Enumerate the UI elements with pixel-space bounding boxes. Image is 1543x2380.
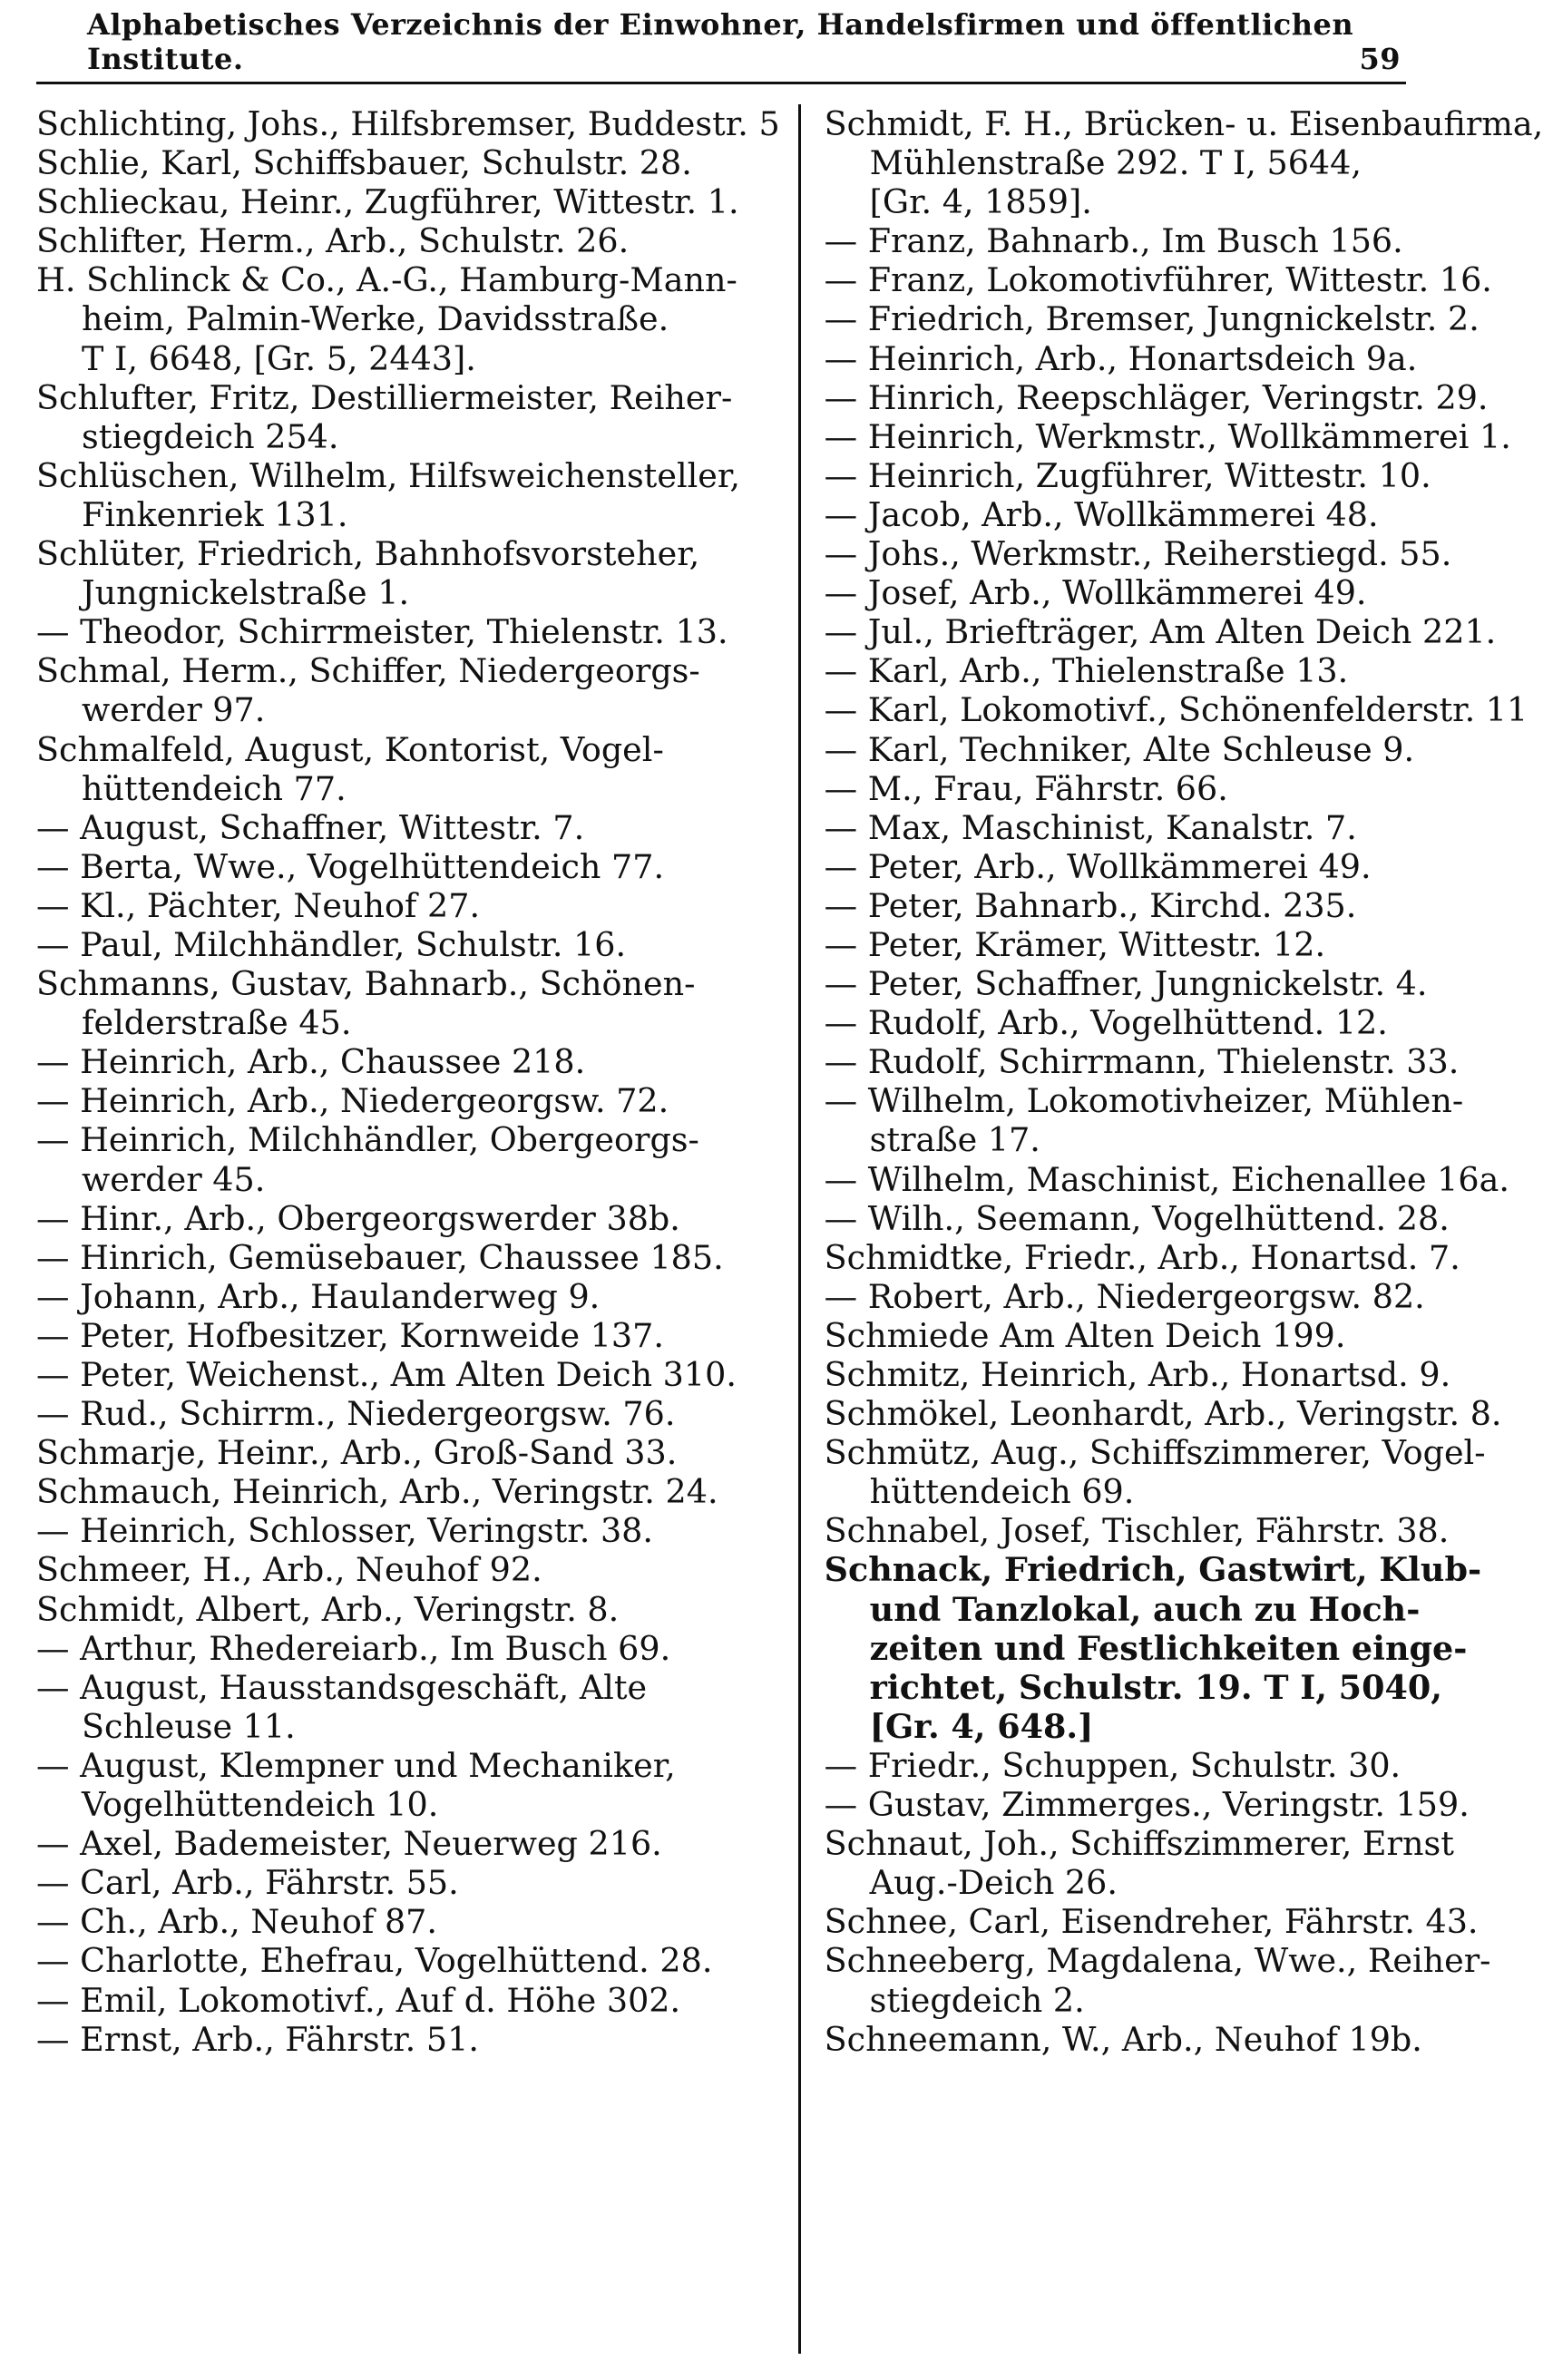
entry-line: — Karl, Lokomotivf., Schönenfelderstr. 11 [824,690,1528,730]
directory-entry [36,1316,780,1355]
directory-entry [825,1902,1543,1941]
entry-line: — Karl, Techniker, Alte Schleuse 9. [824,729,1415,769]
entry-line: [Gr. 4, 1859]. [869,182,1092,222]
entry-line: Schleuse 11. [82,1706,296,1746]
directory-entry [825,730,1543,769]
entry-line: Schmidt, F. H., Brücken- u. Eisenbaufirma, [824,104,1543,143]
entry-line: — Josef, Arb., Wollkämmerei 49. [824,573,1367,613]
entry-line: — Friedr., Schuppen, Schulstr. 30. [824,1745,1401,1785]
entry-line: — Paul, Milchhändler, Schulstr. 16. [36,924,627,964]
entry-line: Schlifter, Herm., Arb., Schulstr. 26. [36,221,630,261]
directory-entry [36,1863,780,1902]
entry-line: — Ernst, Arb., Fährstr. 51. [36,2019,479,2059]
directory-entry [36,2020,780,2059]
entry-line: — Robert, Arb., Niedergeorgsw. 82. [824,1276,1425,1316]
entry-line: stiegdeich 254. [82,416,339,456]
entry-line: — Johs., Werkmstr., Reiherstiegd. 55. [824,534,1452,574]
directory-entry [825,378,1543,417]
entry-line: — Peter, Hofbesitzer, Kornweide 137. [36,1315,664,1355]
directory-entry [36,104,780,143]
entry-line: werder 97. [82,690,266,730]
directory-entry [825,651,1543,690]
directory-entry [825,1355,1543,1394]
entry-line: Mühlenstraße 292. T I, 5644, [869,143,1362,183]
directory-entry [825,1550,1543,1745]
directory-entry [825,925,1543,964]
entry-line: Finkenriek 131. [82,494,348,534]
entry-line: Schlüschen, Wilhelm, Hilfsweichensteller, [36,455,740,495]
directory-entry [36,651,780,729]
entry-line: — Theodor, Schirrmeister, Thielenstr. 13. [36,612,728,652]
directory-entry [36,1511,780,1550]
entry-line: — Franz, Lokomotivführer, Wittestr. 16. [824,260,1492,300]
directory-entry [825,808,1543,847]
entry-line: — Heinrich, Werkmstr., Wollkämmerei 1. [824,416,1511,456]
entry-line: — Heinrich, Milchhändler, Obergeorgs- [36,1120,699,1160]
entry-line: — Berta, Wwe., Vogelhüttendeich 77. [36,846,665,886]
directory-entry [825,690,1543,729]
entry-line: — Peter, Weichenst., Am Alten Deich 310. [36,1355,737,1394]
directory-entry [825,299,1543,338]
entry-line: Schmal, Herm., Schiffer, Niedergeorgs- [36,651,700,691]
directory-entry [825,573,1543,612]
entry-line: — Johann, Arb., Haulanderweg 9. [36,1276,601,1316]
entry-line: — Carl, Arb., Fährstr. 55. [36,1863,459,1903]
directory-entry [825,2020,1543,2059]
directory-entry [36,1746,780,1824]
entry-line: — Friedrich, Bremser, Jungnickelstr. 2. [824,299,1480,339]
right-column [798,104,1543,2354]
entry-line: — Hinr., Arb., Obergeorgswerder 38b. [36,1198,680,1238]
directory-entry [825,1433,1543,1511]
entry-line: — Heinrich, Arb., Niedergeorgsw. 72. [36,1081,669,1121]
directory-entry [36,1629,780,1668]
directory-entry [36,221,780,260]
entry-line: — Wilh., Seemann, Vogelhüttend. 28. [824,1198,1450,1238]
directory-entry [36,182,780,221]
directory-entry [825,1824,1543,1902]
entry-line: — Kl., Pächter, Neuhof 27. [36,885,481,925]
entry-line: — Max, Maschinist, Kanalstr. 7. [824,807,1357,847]
directory-entry [825,1746,1543,1785]
entry-line: [Gr. 4, 648.] [869,1706,1094,1746]
directory-entry [825,1160,1543,1199]
entry-line: Schnack, Friedrich, Gastwirt, Klub- [824,1550,1482,1590]
directory-entry [36,1981,780,2020]
entry-line: — Heinrich, Arb., Chaussee 218. [36,1042,586,1082]
directory-entry [36,1902,780,1941]
directory-entry [36,1277,780,1316]
directory-entry [825,1042,1543,1081]
directory-entry [36,847,780,886]
directory-entry [36,534,780,612]
directory-entry [825,495,1543,534]
entry-line: — Arthur, Rhedereiarb., Im Busch 69. [36,1628,671,1668]
entry-line: — Heinrich, Arb., Honartsdeich 9a. [824,338,1418,378]
directory-entry [36,808,780,847]
entry-line: Schmitz, Heinrich, Arb., Honartsd. 9. [824,1355,1451,1394]
entry-line: — Hinrich, Reepschläger, Veringstr. 29. [824,377,1489,417]
directory-entry [36,1120,780,1198]
directory-entry [825,104,1543,221]
entry-line: werder 45. [82,1159,266,1199]
columns [36,104,1543,2354]
entry-line: — Peter, Bahnarb., Kirchd. 235. [824,885,1357,925]
directory-entry [36,1550,780,1589]
entry-line: — Axel, Bademeister, Neuerweg 216. [36,1824,662,1864]
directory-entry [825,886,1543,925]
directory-entry [825,1238,1543,1277]
directory-entry [36,612,780,651]
entry-line: Schlüter, Friedrich, Bahnhofsvorsteher, [36,534,700,574]
entry-line: Schmidt, Albert, Arb., Veringstr. 8. [36,1589,620,1629]
entry-line: und Tanzlokal, auch zu Hoch- [869,1589,1421,1629]
entry-line: — Peter, Schaffner, Jungnickelstr. 4. [824,964,1428,1004]
directory-entry [36,1668,780,1746]
directory-entry [36,1394,780,1433]
entry-line: — M., Frau, Fährstr. 66. [824,768,1228,808]
directory-entry [36,378,780,456]
entry-line: — Rudolf, Arb., Vogelhüttend. 12. [824,1003,1388,1043]
directory-entry [825,1199,1543,1238]
entry-line: Schnabel, Josef, Tischler, Fährstr. 38. [824,1511,1450,1551]
directory-entry [36,1590,780,1629]
page-number: 59 [1359,42,1401,76]
directory-entry [825,417,1543,456]
entry-line: Aug.-Deich 26. [869,1863,1118,1903]
directory-entry [36,964,780,1042]
directory-entry [825,1394,1543,1433]
entry-line: Schneeberg, Magdalena, Wwe., Reiher- [824,1941,1491,1981]
directory-entry [36,1238,780,1277]
entry-line: Schlufter, Fritz, Destilliermeister, Reiher- [36,377,733,417]
directory-entry [825,1511,1543,1550]
entry-line: Schmidtke, Friedr., Arb., Honartsd. 7. [824,1237,1460,1277]
entry-line: T I, 6648, [Gr. 5, 2443]. [82,338,476,378]
entry-line: Schnee, Carl, Eisendreher, Fährstr. 43. [824,1902,1479,1942]
directory-entry [825,534,1543,573]
entry-line: Schmiede Am Alten Deich 199. [824,1315,1346,1355]
entry-line: felderstraße 45. [82,1003,352,1043]
page-header-title: Alphabetisches Verzeichnis der Einwohner, Handelsfirmen und öffentlichen Institute. [87,7,1354,76]
entry-line: — Peter, Krämer, Wittestr. 12. [824,924,1326,964]
entry-line: — Rudolf, Schirrmann, Thielenstr. 33. [824,1042,1460,1082]
entry-line: — Franz, Bahnarb., Im Busch 156. [824,221,1403,261]
entry-line: Schmauch, Heinrich, Arb., Veringstr. 24. [36,1472,718,1512]
directory-entry [36,886,780,925]
entry-line: — Ch., Arb., Neuhof 87. [36,1902,438,1942]
directory-entry [825,847,1543,886]
entry-line: — Wilhelm, Lokomotivheizer, Mühlen- [824,1081,1464,1121]
entry-line: — Heinrich, Schlosser, Veringstr. 38. [36,1511,653,1551]
entry-line: Vogelhüttendeich 10. [82,1785,439,1825]
entry-line: hüttendeich 77. [82,768,347,808]
entry-line: Schlichting, Johs., Hilfsbremser, Buddestr. 5 [36,104,780,143]
entry-line: zeiten und Festlichkeiten einge- [869,1628,1468,1668]
entry-line: — August, Klempner und Mechaniker, [36,1745,676,1785]
entry-line: Schnaut, Joh., Schiffszimmerer, Ernst [824,1824,1454,1864]
directory-entry [36,260,780,377]
left-column [36,104,798,2354]
entry-line: Jungnickelstraße 1. [82,573,410,613]
directory-entry [825,260,1543,299]
entry-line: — Karl, Arb., Thielenstraße 13. [824,651,1349,691]
entry-line: heim, Palmin-Werke, Davidsstraße. [82,299,669,339]
directory-entry [825,1941,1543,2019]
entry-line: — Hinrich, Gemüsebauer, Chaussee 185. [36,1237,724,1277]
page-header [36,7,1406,84]
directory-entry [36,1433,780,1472]
directory-entry [825,339,1543,378]
entry-line: — Emil, Lokomotivf., Auf d. Höhe 302. [36,1980,681,2020]
directory-entry [36,925,780,964]
entry-line: richtet, Schulstr. 19. T I, 5040, [869,1667,1442,1707]
entry-line: — Jacob, Arb., Wollkämmerei 48. [824,494,1379,534]
directory-entry [825,964,1543,1003]
entry-line: Schmökel, Leonhardt, Arb., Veringstr. 8. [824,1394,1502,1434]
entry-line: hüttendeich 69. [869,1472,1135,1512]
directory-entry [825,612,1543,651]
directory-entry [36,1081,780,1120]
directory-entry [825,1003,1543,1042]
directory-entry [36,1042,780,1081]
entry-line: Schmalfeld, August, Kontorist, Vogel- [36,729,664,769]
entry-line: H. Schlinck & Co., A.-G., Hamburg-Mann- [36,260,737,300]
entry-line: Schmütz, Aug., Schiffszimmerer, Vogel- [824,1433,1486,1473]
entry-line: straße 17. [869,1120,1040,1160]
entry-line: Schlieckau, Heinr., Zugführer, Wittestr. 1. [36,182,739,222]
directory-entry [36,1824,780,1863]
directory-entry [825,1316,1543,1355]
entry-line: — Rud., Schirrm., Niedergeorgsw. 76. [36,1394,676,1434]
directory-entry [36,143,780,182]
entry-line: Schmarje, Heinr., Arb., Groß-Sand 33. [36,1433,678,1473]
directory-entry [36,1941,780,1980]
directory-entry [825,456,1543,495]
directory-entry [825,1785,1543,1824]
entry-line: Schmeer, H., Arb., Neuhof 92. [36,1550,542,1590]
entry-line: — August, Hausstandsgeschäft, Alte [36,1667,648,1707]
directory-entry [36,1199,780,1238]
entry-line: — Jul., Briefträger, Am Alten Deich 221. [824,612,1497,652]
entry-line: — Charlotte, Ehefrau, Vogelhüttend. 28. [36,1941,713,1981]
directory-entry [825,1081,1543,1159]
directory-entry [825,221,1543,260]
directory-entry [825,1277,1543,1316]
entry-line: Schmanns, Gustav, Bahnarb., Schönen- [36,964,696,1004]
entry-line: — August, Schaffner, Wittestr. 7. [36,807,585,847]
entry-line: Schneemann, W., Arb., Neuhof 19b. [824,2019,1422,2059]
entry-line: Schlie, Karl, Schiffsbauer, Schulstr. 28. [36,143,692,183]
entry-line: — Gustav, Zimmerges., Veringstr. 159. [824,1785,1470,1825]
directory-entry [36,1355,780,1394]
entry-line: — Peter, Arb., Wollkämmerei 49. [824,846,1372,886]
directory-entry [36,730,780,808]
directory-entry [825,769,1543,808]
entry-line: — Heinrich, Zugführer, Wittestr. 10. [824,455,1431,495]
entry-line: stiegdeich 2. [869,1980,1085,2020]
directory-entry [36,456,780,534]
entry-line: — Wilhelm, Maschinist, Eichenallee 16a. [824,1159,1509,1199]
directory-entry [36,1472,780,1511]
